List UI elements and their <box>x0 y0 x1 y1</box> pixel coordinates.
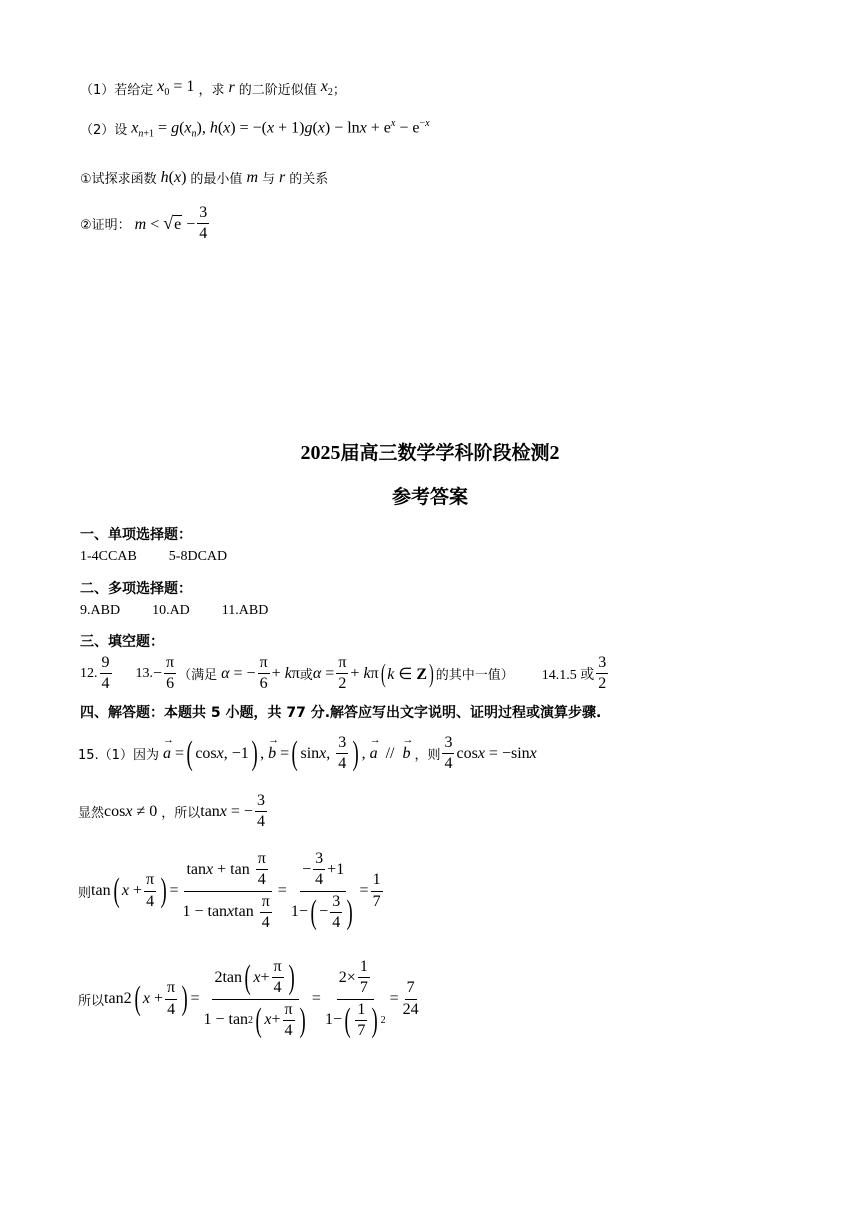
problem-sub-1: ①试探求函数 h(x) 的最小值 m 与 r 的关系 <box>80 168 329 187</box>
section-heading-4: 四、解答题：本题共 5 小题，共 77 分.解答应写出文字说明、证明过程或演算步骤. <box>80 705 602 721</box>
q12-answer: $\frac{9}{4}$ <box>101 654 110 693</box>
section-3-answers: 12. $\frac{9}{4}$ 13. − $\frac{\pi}{6}$ （满足 α = − $\frac{\pi}{6}$ + kπ 或 α = $\frac{\pi}{2}$ + kπ ( k ∈ Z ) 的其中一值） 14.1.5 或 $\frac{3}{2}$ <box>80 654 607 693</box>
section-heading-2: 二、多项选择题： <box>80 581 192 597</box>
page-subtitle: 参考答案 <box>391 486 468 508</box>
part2-formula: $x_{n+1} = g(x_n)$, $h(x) = -(x + 1)g(x) - \ln x + e^x - e^{-x}$ <box>131 118 430 140</box>
sub2-formula: m < √ e − <box>134 213 196 234</box>
part1-eq: $x_0 = 1$ <box>157 78 199 99</box>
section-1-answers: 1-4CCAB 5-8DCAD <box>80 549 228 564</box>
q13-answer: $\frac{\pi}{6}$ <box>166 654 175 693</box>
page-title: 2025届高三数学学科阶段检测2 <box>300 442 560 464</box>
q14-answer: $\frac{3}{2}$ <box>598 654 607 693</box>
section-heading-3: 三、填空题： <box>80 634 164 650</box>
part1-label: （1） <box>80 82 115 98</box>
problem-sub-2: ②证明： m < √ e − $\frac{3}{4}$ <box>80 204 208 243</box>
problem-part-1: （1） 若给定 $x_0 = 1$ ，求 r 的二阶近似值 $x_2$ ； <box>80 78 346 99</box>
q15-line-3: 则 tan ( x + $\frac{\pi}{4}$ ) = tan x + tan $\frac{\pi}{4}$ 1 − tan x tan $\frac{\pi}{4}$ = − $\frac{3}{4}$ +1 1− ( − $\frac{3}{4}$ ) = $\frac{1}{7}$ <box>78 850 381 932</box>
q15-line-4: 所以 tan2 ( x + $\frac{\pi}{4}$ ) = 2tan ( x + $\frac{\pi}{4}$ ) 1 − tan 2 ( x + $\frac{\pi}{4}$ ) = 2× $\frac{1}{7}$ 1− ( $\frac{1}{7}$ ) 2 = $\frac{7}{24}$ <box>78 958 419 1040</box>
problem-part-2: （2）设 $x_{n+1} = g(x_n)$, $h(x) = -(x + 1)g(x) - \ln x + e^x - e^{-x}$ <box>80 118 430 140</box>
section-heading-1: 一、单项选择题： <box>80 527 192 543</box>
q15-line-2: 显然 cosx ≠ 0 ，所以 tanx = − $\frac{3}{4}$ <box>78 792 265 831</box>
q15-line-1: 15.（1）因为 → a = ( cosx, −1 ) , → b = ( sinx, $\frac{3}{4}$ ) , → a // → b ，则 $\frac{3}{4}$ cosx = −sinx <box>78 734 537 774</box>
section-2-answers: 9.ABD 10.AD 11.ABD <box>80 603 269 618</box>
